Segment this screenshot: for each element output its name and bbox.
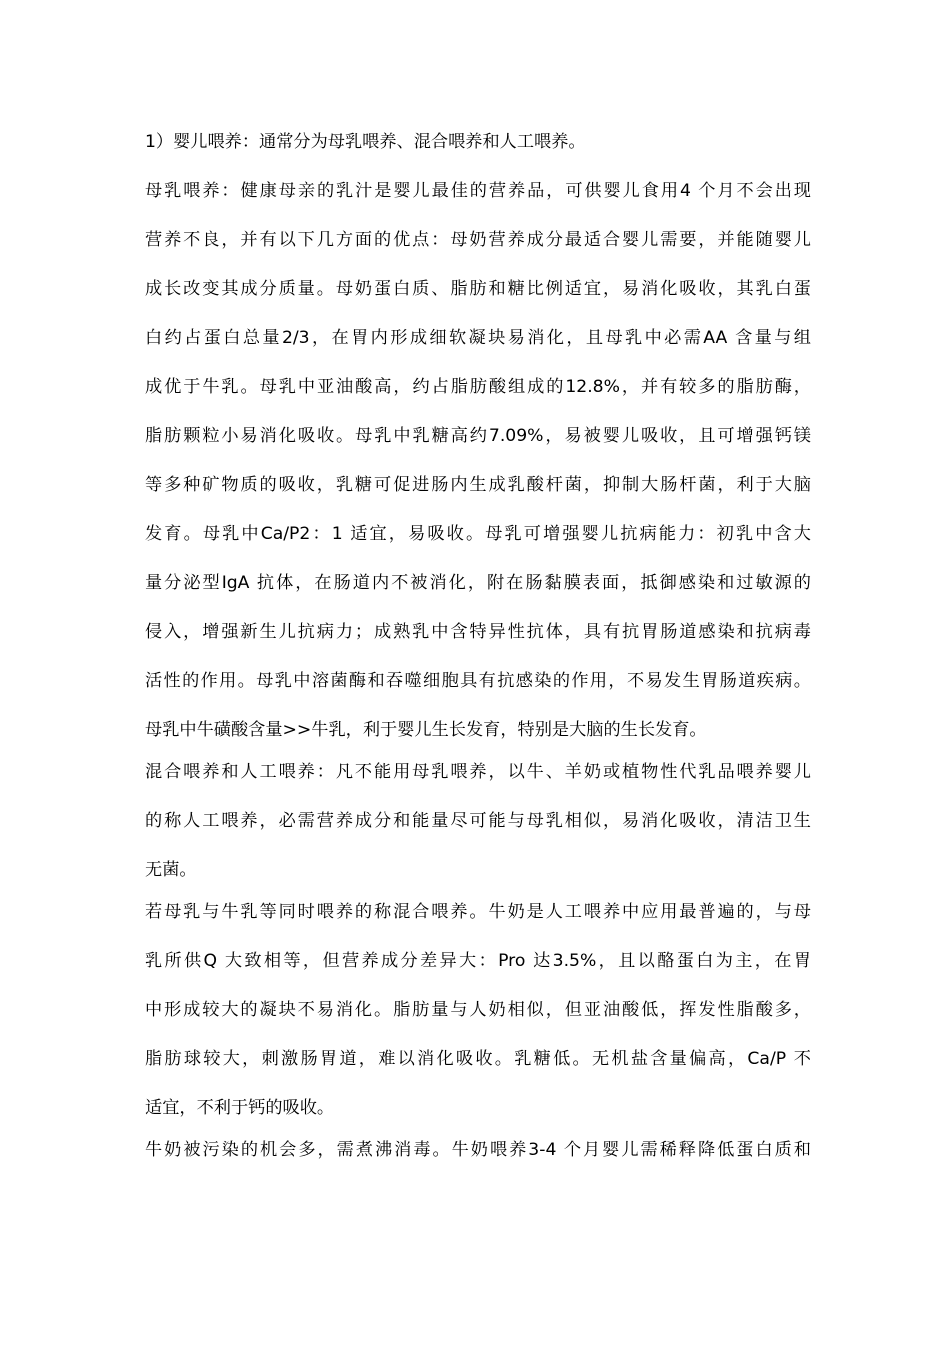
text-line: 母乳中牛磺酸含量>>牛乳，利于婴儿生长发育，特别是大脑的生长发育。: [145, 720, 707, 740]
text-line: 量分泌型IgA 抗体，在肠道内不被消化，附在肠黏膜表面，抵御感染和过敏源的: [145, 573, 811, 593]
text-line: 无菌。: [145, 860, 197, 880]
text-line: 发育。母乳中Ca/P2：1 适宜，易吸收。母乳可增强婴儿抗病能力：初乳中含大: [145, 524, 811, 544]
document-body: [145, 124, 811, 1181]
text-line: 若母乳与牛乳等同时喂养的称混合喂养。牛奶是人工喂养中应用最普遍的，与母: [145, 902, 811, 922]
text-line: 成优于牛乳。母乳中亚油酸高，约占脂肪酸组成的12.8%，并有较多的脂肪酶，: [145, 377, 811, 397]
text-line: 脂肪球较大，刺激肠胃道，难以消化吸收。乳糖低。无机盐含量偏高，Ca/P 不: [145, 1049, 811, 1069]
text-line: 适宜，不利于钙的吸收。: [145, 1098, 335, 1118]
text-line: 母乳喂养：健康母亲的乳汁是婴儿最佳的营养品，可供婴儿食用4 个月不会出现: [145, 181, 811, 201]
text-line: 混合喂养和人工喂养：凡不能用母乳喂养，以牛、羊奶或植物性代乳品喂养婴儿: [145, 762, 811, 782]
text-line: 侵入，增强新生儿抗病力；成熟乳中含特异性抗体，具有抗胃肠道感染和抗病毒: [145, 622, 811, 642]
text-line: 白约占蛋白总量2/3，在胃内形成细软凝块易消化，且母乳中必需AA 含量与组: [145, 328, 811, 348]
text-line: 成长改变其成分质量。母奶蛋白质、脂肪和糖比例适宜，易消化吸收，其乳白蛋: [145, 279, 811, 299]
text-line: 脂肪颗粒小易消化吸收。母乳中乳糖高约7.09%，易被婴儿吸收，且可增强钙镁: [145, 426, 811, 446]
text-line: 牛奶被污染的机会多，需煮沸消毒。牛奶喂养3-4 个月婴儿需稀释降低蛋白质和: [145, 1140, 811, 1160]
text-line: 等多种矿物质的吸收，乳糖可促进肠内生成乳酸杆菌，抑制大肠杆菌，利于大脑: [145, 475, 811, 495]
text-line: 中形成较大的凝块不易消化。脂肪量与人奶相似，但亚油酸低，挥发性脂酸多，: [145, 1000, 811, 1020]
text-line: 营养不良，并有以下几方面的优点：母奶营养成分最适合婴儿需要，并能随婴儿: [145, 230, 811, 250]
text-line: 1）婴儿喂养：通常分为母乳喂养、混合喂养和人工喂养。: [145, 132, 586, 152]
text-line: 的称人工喂养，必需营养成分和能量尽可能与母乳相似，易消化吸收，清洁卫生: [145, 811, 811, 831]
text-line: 乳所供Q 大致相等，但营养成分差异大：Pro 达3.5%，且以酪蛋白为主，在胃: [145, 951, 811, 971]
text-line: 活性的作用。母乳中溶菌酶和吞噬细胞具有抗感染的作用，不易发生胃肠道疾病。: [145, 671, 811, 691]
